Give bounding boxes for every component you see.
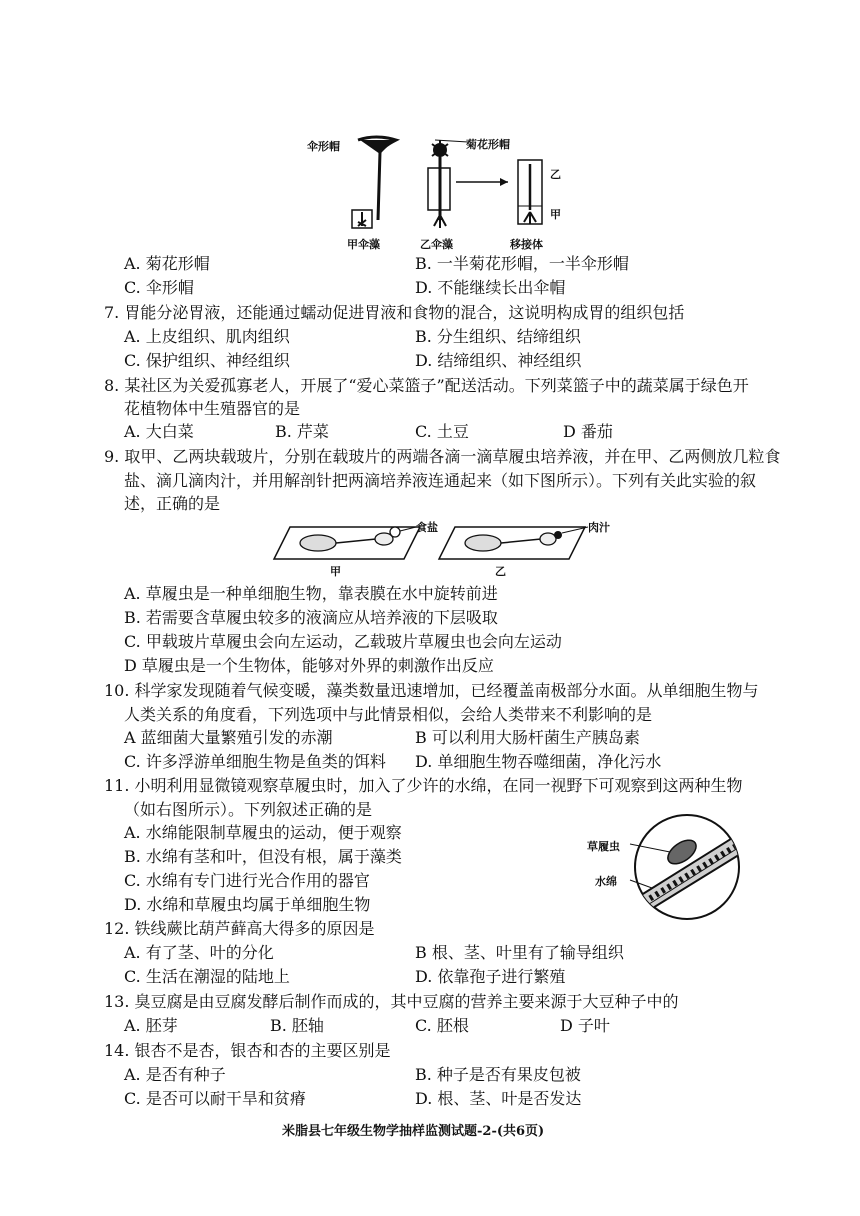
q14-option-b: B. 种子是否有果皮包被 <box>415 1065 581 1084</box>
slides-diagram <box>270 517 630 567</box>
q12-option-d: D. 依靠孢子进行繁殖 <box>415 967 566 986</box>
q8-option-b: B. 芹菜 <box>275 422 329 441</box>
acetabularia-graft-diagram <box>340 130 620 250</box>
label-paramecium: 草履虫 <box>587 840 620 853</box>
q10-option-d: D. 单细胞生物吞噬细菌，净化污水 <box>415 752 662 771</box>
q10-option-b: B 可以利用大肠杆菌生产胰岛素 <box>415 728 640 747</box>
q7-option-c: C. 保护组织、神经组织 <box>124 351 290 370</box>
q7-option-b: B. 分生组织、结缔组织 <box>415 327 581 346</box>
q10-stem-line1: 10. 科学家发现随着气候变暖，藻类数量迅速增加，已经覆盖南极部分水面。从单细胞生物与 <box>104 681 759 700</box>
q9-stem-line1: 9. 取甲、乙两块载玻片，分别在载玻片的两端各滴一滴草履虫培养液，并在甲、乙两侧放几粒食 <box>104 447 781 466</box>
q11-stem-line1: 11. 小明利用显微镜观察草履虫时，加入了少许的水绵，在同一视野下可观察到这两种生物 <box>104 776 743 795</box>
q13-option-d: D 子叶 <box>560 1016 610 1035</box>
q8-option-c: C. 土豆 <box>415 422 469 441</box>
q13-option-c: C. 胚根 <box>415 1016 469 1035</box>
label-umbrella-cap: 伞形帽 <box>307 140 340 153</box>
q9-option-d: D 草履虫是一个生物体，能够对外界的刺激作出反应 <box>124 656 494 675</box>
q9-stem-line2: 盐、滴几滴肉汁，并用解剖针把两滴培养液连通起来（如下图所示）。下列有关此实验的叙 <box>124 471 757 490</box>
caption-graft: 移接体 <box>510 238 543 251</box>
q11-option-d: D. 水绵和草履虫均属于单细胞生物 <box>124 895 371 914</box>
microscope-field <box>632 812 742 922</box>
caption-slide-jia: 甲 <box>330 565 341 578</box>
label-broth: 肉汁 <box>588 521 610 534</box>
q10-option-a: A 蓝细菌大量繁殖引发的赤潮 <box>124 728 333 747</box>
q11-option-a: A. 水绵能限制草履虫的运动，便于观察 <box>124 823 402 842</box>
q12-option-c: C. 生活在潮湿的陆地上 <box>124 967 290 986</box>
q12-stem: 12. 铁线蕨比葫芦藓高大得多的原因是 <box>104 919 375 938</box>
q14-option-a: A. 是否有种子 <box>124 1065 226 1084</box>
q8-stem-line1: 8. 某社区为关爱孤寡老人，开展了“爱心菜篮子”配送活动。下列菜篮子中的蔬菜属于绿色开 <box>104 376 749 395</box>
q6-option-a: A. 菊花形帽 <box>124 254 210 273</box>
q8-option-a: A. 大白菜 <box>124 422 194 441</box>
label-spirogyra: 水绵 <box>595 875 617 888</box>
label-chrysanthemum-cap: 菊花形帽 <box>466 138 510 151</box>
caption-yi-alga: 乙伞藻 <box>420 238 453 251</box>
q11-stem-line2: （如右图所示）。下列叙述正确的是 <box>124 800 373 819</box>
label-salt: 食盐 <box>416 521 438 534</box>
q9-stem-line3: 述，正确的是 <box>124 494 221 513</box>
q9-option-a: A. 草履虫是一种单细胞生物，靠表膜在水中旋转前进 <box>124 584 498 603</box>
q13-stem: 13. 臭豆腐是由豆腐发酵后制作而成的，其中豆腐的营养主要来源于大豆种子中的 <box>104 992 679 1011</box>
q9-option-c: C. 甲载玻片草履虫会向左运动，乙载玻片草履虫也会向左运动 <box>124 632 562 651</box>
q14-option-c: C. 是否可以耐干旱和贫瘠 <box>124 1089 306 1108</box>
q6-option-d: D. 不能继续长出伞帽 <box>415 278 566 297</box>
q13-option-b: B. 胚轴 <box>270 1016 324 1035</box>
label-jia-base: 甲 <box>550 208 561 221</box>
q12-option-a: A. 有了茎、叶的分化 <box>124 943 274 962</box>
label-yi-stalk: 乙 <box>550 168 561 181</box>
q8-option-d: D 番茄 <box>563 422 613 441</box>
q13-option-a: A. 胚芽 <box>124 1016 178 1035</box>
q9-option-b: B. 若需要含草履虫较多的液滴应从培养液的下层吸取 <box>124 608 498 627</box>
q7-option-a: A. 上皮组织、肌肉组织 <box>124 327 290 346</box>
q6-option-b: B. 一半菊花形帽，一半伞形帽 <box>415 254 629 273</box>
q7-stem: 7. 胃能分泌胃液，还能通过蠕动促进胃液和食物的混合，这说明构成胃的组织包括 <box>104 303 685 322</box>
q10-stem-line2: 人类关系的角度看，下列选项中与此情景相似，会给人类带来不利影响的是 <box>124 705 653 724</box>
q14-option-d: D. 根、茎、叶是否发达 <box>415 1089 582 1108</box>
q11-option-b: B. 水绵有茎和叶，但没有根，属于藻类 <box>124 847 402 866</box>
caption-slide-yi: 乙 <box>495 565 506 578</box>
q11-option-c: C. 水绵有专门进行光合作用的器官 <box>124 871 370 890</box>
page-footer: 米脂县七年级生物学抽样监测试题-2-(共6页) <box>282 1124 545 1139</box>
caption-jia-alga: 甲伞藻 <box>347 238 380 251</box>
q6-option-c: C. 伞形帽 <box>124 278 194 297</box>
q10-option-c: C. 许多浮游单细胞生物是鱼类的饵料 <box>124 752 386 771</box>
q7-option-d: D. 结缔组织、神经组织 <box>415 351 582 370</box>
q12-option-b: B 根、茎、叶里有了输导组织 <box>415 943 624 962</box>
q14-stem: 14. 银杏不是杏，银杏和杏的主要区别是 <box>104 1041 391 1060</box>
q8-stem-line2: 花植物体中生殖器官的是 <box>124 399 301 418</box>
